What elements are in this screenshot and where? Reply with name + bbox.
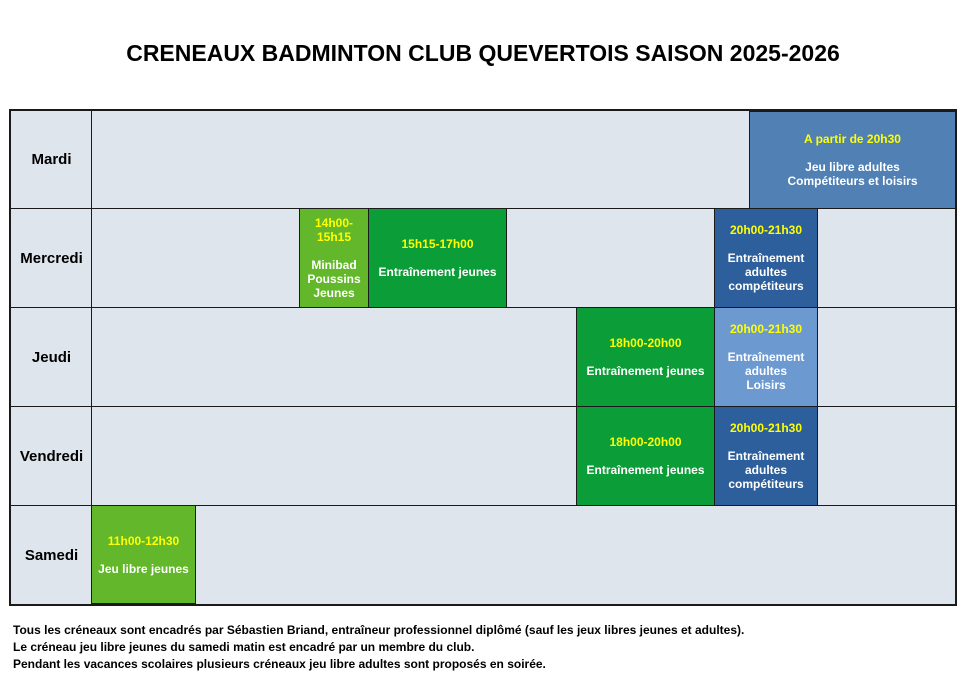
day-label-jeudi: Jeudi (31, 348, 72, 366)
slot-jeudi-entrainement-adultes-loisirs (714, 307, 818, 407)
slot-description: Minibad Poussins Jeunes (307, 258, 361, 300)
slot-mercredi-entrainement-adultes (714, 208, 818, 308)
day-label-mercredi: Mercredi (20, 249, 83, 267)
slot-time: 18h00-20h00 (609, 435, 682, 449)
slot-description: Entraînement jeunes (378, 265, 497, 279)
slot-description: Jeu libre jeunes (98, 561, 189, 576)
slot-time: 20h00-21h30 (729, 322, 803, 336)
slot-description: Jeu libre adultes Compétiteurs et loisirs (787, 160, 918, 188)
slot-description: Entraînement jeunes (586, 364, 705, 378)
slot-jeudi-entrainement-jeunes (576, 307, 715, 407)
footer-notes (13, 622, 953, 673)
slot-mercredi-entrainement-jeunes (368, 208, 507, 308)
slot-time: 18h00-20h00 (609, 336, 682, 350)
day-label-samedi: Samedi (24, 546, 79, 564)
day-label-vendredi: Vendredi (19, 447, 84, 465)
slot-vendredi-entrainement-adultes (714, 406, 818, 506)
slot-mardi-jeu-libre-adultes (749, 111, 956, 209)
slot-time: A partir de 20h30 (804, 132, 901, 146)
slot-description: Entraînement jeunes (586, 463, 705, 477)
slot-description: Entraînement adultes Loisirs (727, 350, 805, 392)
cell-divider (506, 208, 507, 308)
slot-mercredi-minibad (299, 208, 369, 308)
page-title: CRENEAUX BADMINTON CLUB QUEVERTOIS SAISON 2025-2026 (126, 40, 840, 66)
slot-description: Entraînement adultes compétiteurs (727, 449, 805, 491)
day-label-mardi: Mardi (31, 151, 72, 168)
note-line: Tous les créneaux sont encadrés par Sébastien Briand, entraîneur professionnel diplômé (sauf les jeux libres jeunes et adultes). (13, 623, 745, 637)
slot-time: 11h00-12h30 (107, 533, 180, 548)
schedule-grid (9, 109, 957, 606)
slot-time: 14h00- 15h15 (314, 216, 354, 244)
note-line: Le créneau jeu libre jeunes du samedi matin est encadré par un membre du club. (13, 640, 475, 654)
slot-time: 20h00-21h30 (729, 223, 803, 237)
slot-time: 20h00-21h30 (729, 421, 803, 435)
slot-time: 15h15-17h00 (401, 237, 474, 251)
note-line: Pendant les vacances scolaires plusieurs créneaux jeu libre adultes sont proposés en soirée. (13, 657, 546, 671)
slot-vendredi-entrainement-jeunes (576, 406, 715, 506)
slot-description: Entraînement adultes compétiteurs (727, 251, 805, 293)
slot-samedi-jeu-libre-jeunes (91, 505, 196, 604)
